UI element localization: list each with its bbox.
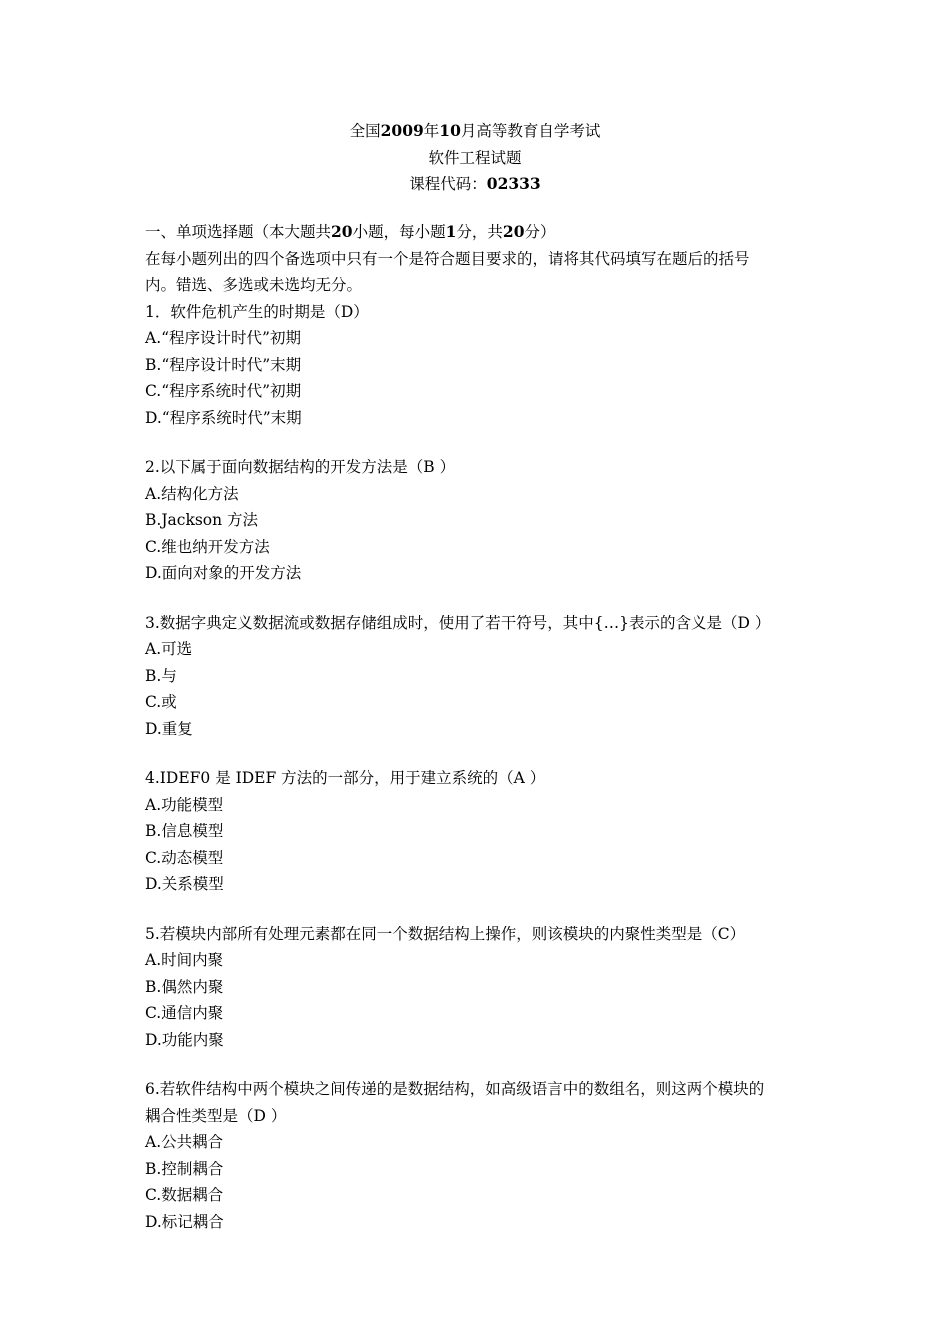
exam-title — [0, 118, 950, 145]
course-code-value: 02333 — [486, 174, 541, 193]
question-3 — [145, 610, 815, 743]
question-stem: 6.若软件结构中两个模块之间传递的是数据结构，如高级语言中的数组名，则这两个模块的 — [145, 1080, 765, 1098]
heading-number: 20 — [502, 222, 525, 241]
title-text: 月高等教育自学考试 — [460, 122, 601, 140]
option-b: B.与 — [145, 666, 177, 685]
heading-text: 分，共 — [456, 223, 503, 241]
option-c: C.或 — [145, 693, 177, 711]
option-a: A.结构化方法 — [145, 484, 239, 503]
question-1 — [145, 299, 815, 432]
option-b: B.控制耦合 — [145, 1159, 224, 1178]
option-b: B.偶然内聚 — [145, 977, 224, 996]
option-b: B.信息模型 — [145, 822, 224, 840]
question-stem: 2.以下属于面向数据结构的开发方法是（B ） — [145, 458, 456, 476]
option-c: C.“程序系统时代”初期 — [145, 382, 302, 400]
option-c: C.通信内聚 — [145, 1004, 224, 1022]
option-c: C.数据耦合 — [145, 1186, 224, 1204]
option-a: A.公共耦合 — [145, 1133, 224, 1151]
option-d: D.关系模型 — [145, 875, 224, 893]
title-text: 全国 — [349, 122, 381, 140]
option-a: A.“程序设计时代”初期 — [145, 329, 301, 347]
question-stem-continued: 耦合性类型是（D ） — [145, 1106, 287, 1125]
option-b: B.Jackson 方法 — [145, 511, 259, 529]
option-a: A.时间内聚 — [145, 951, 224, 969]
heading-text: 小题，每小题 — [352, 223, 446, 241]
heading-text: 分） — [524, 223, 556, 241]
option-d: D.重复 — [145, 719, 193, 738]
option-b: B.“程序设计时代”末期 — [145, 355, 302, 374]
option-d: D.面向对象的开发方法 — [145, 564, 302, 582]
option-c: C.维也纳开发方法 — [145, 537, 270, 556]
exam-body — [145, 219, 815, 1235]
option-d: D.“程序系统时代”末期 — [145, 408, 302, 427]
question-4 — [145, 765, 815, 898]
section-heading — [145, 219, 815, 246]
course-code — [0, 171, 950, 198]
exam-header — [0, 118, 950, 198]
question-stem: 5.若模块内部所有处理元素都在同一个数据结构上操作，则该模块的内聚性类型是（C） — [145, 924, 746, 943]
question-6 — [145, 1076, 815, 1235]
title-year: 2009 — [380, 121, 424, 140]
option-a: A.可选 — [145, 640, 193, 658]
option-c: C.动态模型 — [145, 848, 224, 867]
heading-number: 20 — [331, 222, 353, 241]
title-month: 10 — [439, 121, 461, 140]
question-2 — [145, 454, 815, 587]
exam-subject: 软件工程试题 — [428, 148, 522, 167]
section-instruction: 在每小题列出的四个备选项中只有一个是符合题目要求的，请将其代码填写在题后的括号 — [145, 249, 750, 268]
option-d: D.标记耦合 — [145, 1212, 224, 1231]
heading-text: 一、单项选择题（本大题共 — [145, 223, 332, 241]
title-text: 年 — [423, 122, 440, 140]
heading-number: 1 — [445, 222, 457, 241]
question-stem: 4.IDEF0 是 IDEF 方法的一部分，用于建立系统的（A ） — [145, 769, 546, 787]
course-code-label: 课程代码： — [409, 175, 487, 193]
section-instruction: 内。错选、多选或未选均无分。 — [145, 276, 363, 294]
question-5 — [145, 921, 815, 1054]
option-d: D.功能内聚 — [145, 1030, 224, 1049]
question-stem: 3.数据字典定义数据流或数据存储组成时，使用了若干符号，其中{…}表示的含义是（D ） — [145, 613, 771, 632]
option-a: A.功能模型 — [145, 795, 224, 814]
question-stem: 1．软件危机产生的时期是（D） — [145, 302, 369, 321]
